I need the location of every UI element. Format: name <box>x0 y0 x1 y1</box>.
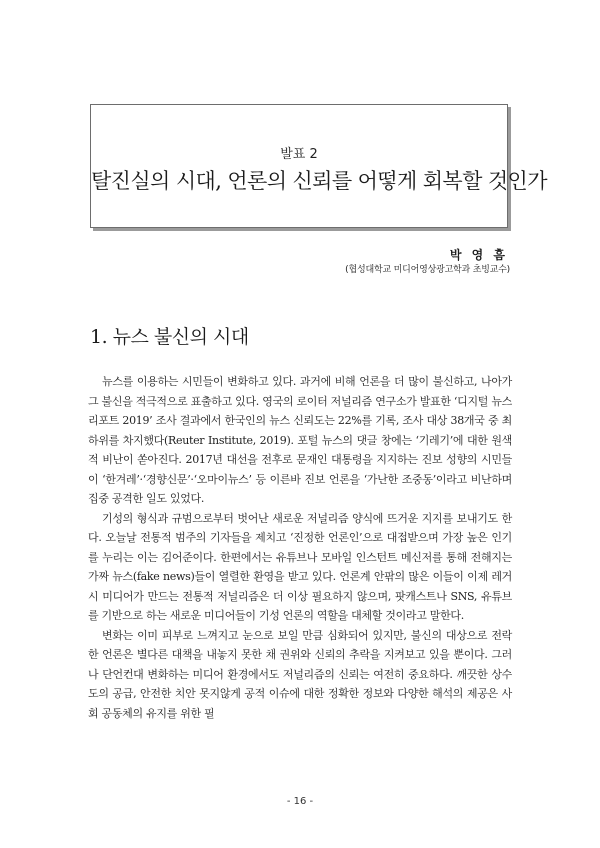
page-number: - 16 - <box>286 796 314 807</box>
section-heading: 1. 뉴스 불신의 시대 <box>90 326 249 348</box>
presentation-label: 발표 2 <box>280 147 318 162</box>
body-text <box>88 372 512 723</box>
paragraph: 기성의 형식과 규범으로부터 벗어난 새로운 저널리즘 양식에 뜨거운 지지를 보내기도 한다. 오늘날 전통적 범주의 기자들을 제치고 ‘진정한 언론인’으로 대접받으며 가장 높은 인기를 누리는 이는 김어준이다. 한편에서는 유튜브나 모바일 인스턴트 메신저를 통해 전해지는 가짜 뉴스(fake news)들이 열렬한 환영을 받고 있다. 언론계 안팎의 많은 이들이 이제 레거시 미디어가 만드는 전통적 저널리즘은 더 이상 필요하지 않으며, 팟캐스트나 SNS, 유튜브를 기반으로 하는 새로운 미디어들이 기성 언론의 역할을 대체할 것이라고 말한다. <box>88 511 512 622</box>
author-affiliation: (협성대학교 미디어영상광고학과 초빙교수) <box>345 265 510 275</box>
paragraph: 변화는 이미 피부로 느껴지고 눈으로 보일 만큼 심화되어 있지만, 불신의 대상으로 전락한 언론은 별다른 대책을 내놓지 못한 채 권위와 신뢰의 추락을 지켜보고 있을 뿐이다. 그러나 단언컨대 변화하는 미디어 환경에서도 저널리즘의 신뢰는 여전히 중요하다. 깨끗한 상수도의 공급, 안전한 치안 못지않게 공적 이슈에 대한 정확한 정보와 다양한 해석의 제공은 사회 공동체의 유지를 위한 필 <box>88 628 512 720</box>
page-title: 탈진실의 시대, 언론의 신뢰를 어떻게 회복할 것인가 <box>91 169 547 193</box>
author-name: 박 영 흠 <box>449 248 508 262</box>
paragraph: 뉴스를 이용하는 시민들이 변화하고 있다. 과거에 비해 언론을 더 많이 불신하고, 나아가 그 불신을 적극적으로 표출하고 있다. 영국의 로이터 저널리즘 연구소가 발표한 ‘디지털 뉴스 리포트 2019’ 조사 결과에서 한국인의 뉴스 신뢰도는 22%를 기록, 조사 대상 38개국 중 최하위를 차지했다(Reuter Institute, 2019). 포털 뉴스의 댓글 창에는 ‘기레기’에 대한 원색적 비난이 쏟아진다. 2017년 대선을 전후로 문재인 대통령을 지지하는 진보 성향의 시민들이 ‘한겨레’·‘경향신문’·‘오마이뉴스’ 등 이른바 진보 언론을 ‘가난한 조중동’이라고 비난하며 집중 공격한 일도 있었다. <box>88 375 512 505</box>
title-box <box>90 104 547 228</box>
